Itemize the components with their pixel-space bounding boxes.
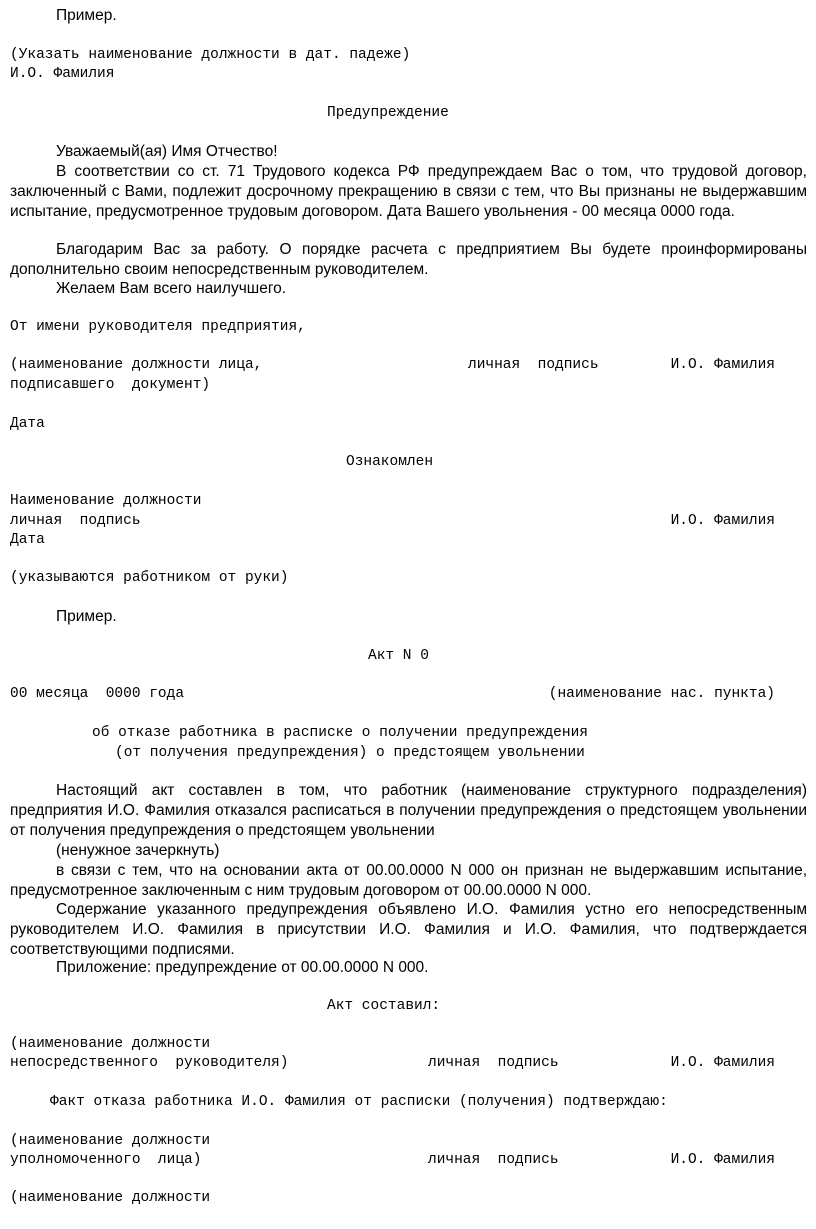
compiler-position-line2: непосредственного руководителя)	[10, 1055, 289, 1071]
warning-paragraph-2: Благодарим Вас за работу. О порядке расчета с предприятием Вы будете проинформированы дополнительно своим непосредственным руководителем.	[10, 241, 807, 278]
act-compiled-label: Акт составил:	[327, 998, 441, 1014]
employee-date-label: Дата	[10, 532, 45, 548]
compiler-position-line1: (наименование должности	[10, 1036, 211, 1052]
act-paragraph-5: Приложение: предупреждение от 00.00.0000 N 000.	[56, 959, 429, 976]
act-date: 00 месяца 0000 года	[10, 686, 185, 702]
from-manager: От имени руководителя предприятия,	[10, 319, 306, 335]
witness-position-line1: (наименование должности	[10, 1133, 211, 1149]
example-heading-2: Пример.	[56, 608, 117, 625]
act-paragraph-4: Содержание указанного предупреждения объявлено И.О. Фамилия устно его непосредственным руководителем И.О. Фамилия в присутствии И.О. Фамилия и И.О. Фамилия, что подтверждается соответствующими подписями.	[10, 901, 807, 958]
confirm-statement: Факт отказа работника И.О. Фамилия от расписки (получения) подтверждаю:	[50, 1094, 668, 1110]
act-paragraph-3: в связи с тем, что на основании акта от 00.00.0000 N 000 он признан не выдержавшим испытание, предусмотренное заключенным с ним трудовым договором от 00.00.0000 N 000.	[10, 862, 807, 899]
compiler-signature-label: личная подпись	[428, 1055, 559, 1071]
addressee-position: (Указать наименование должности в дат. падеже)	[10, 47, 411, 63]
second-witness-position-line1: (наименование должности	[10, 1190, 211, 1206]
witness-signature-label: личная подпись	[428, 1152, 559, 1168]
act-subject-line1: об отказе работника в расписке о получении предупреждения	[92, 725, 588, 741]
act-paragraph-1: Настоящий акт составлен в том, что работник (наименование структурного подразделения) предприятия И.О. Фамилия отказался расписаться в получении предупреждения о предстоящем увольнении от получения предупреждения о предстоящем увольнении	[10, 782, 807, 839]
example-heading-1: Пример.	[56, 7, 117, 24]
witness-position-line2: уполномоченного лица)	[10, 1152, 202, 1168]
signer-name: И.О. Фамилия	[670, 357, 775, 373]
warning-paragraph-3: Желаем Вам всего наилучшего.	[56, 280, 287, 297]
signer-position-line1: (наименование должности лица,	[10, 357, 263, 373]
date-label-1: Дата	[10, 416, 45, 432]
signer-position-line2: подписавшего документ)	[10, 377, 211, 393]
witness-name: И.О. Фамилия	[670, 1152, 775, 1168]
act-place: (наименование нас. пункта)	[548, 686, 775, 702]
employee-position: Наименование должности	[10, 493, 202, 509]
employee-signature-label: личная подпись	[10, 513, 141, 529]
handwritten-note: (указываются работником от руки)	[10, 570, 289, 586]
greeting: Уважаемый(ая) Имя Отчество!	[56, 143, 278, 160]
act-paragraph-2: (ненужное зачеркнуть)	[56, 842, 220, 859]
employee-name: И.О. Фамилия	[670, 513, 775, 529]
warning-title: Предупреждение	[327, 105, 449, 121]
acquainted-title: Ознакомлен	[346, 454, 434, 470]
addressee-name: И.О. Фамилия	[10, 66, 115, 82]
act-title: Акт N 0	[368, 648, 429, 664]
compiler-name: И.О. Фамилия	[670, 1055, 775, 1071]
signer-signature-label: личная подпись	[468, 357, 599, 373]
warning-paragraph-1: В соответствии со ст. 71 Трудового кодекса РФ предупреждаем Вас о том, что трудовой договор, заключенный с Вами, подлежит досрочному прекращению в связи с тем, что Вы признаны не выдержавшим испытание, предусмотренное трудовым договором. Дата Вашего увольнения - 00 месяца 0000 года.	[10, 163, 807, 220]
act-subject-line2: (от получения предупреждения) о предстоящем увольнении	[115, 745, 585, 761]
